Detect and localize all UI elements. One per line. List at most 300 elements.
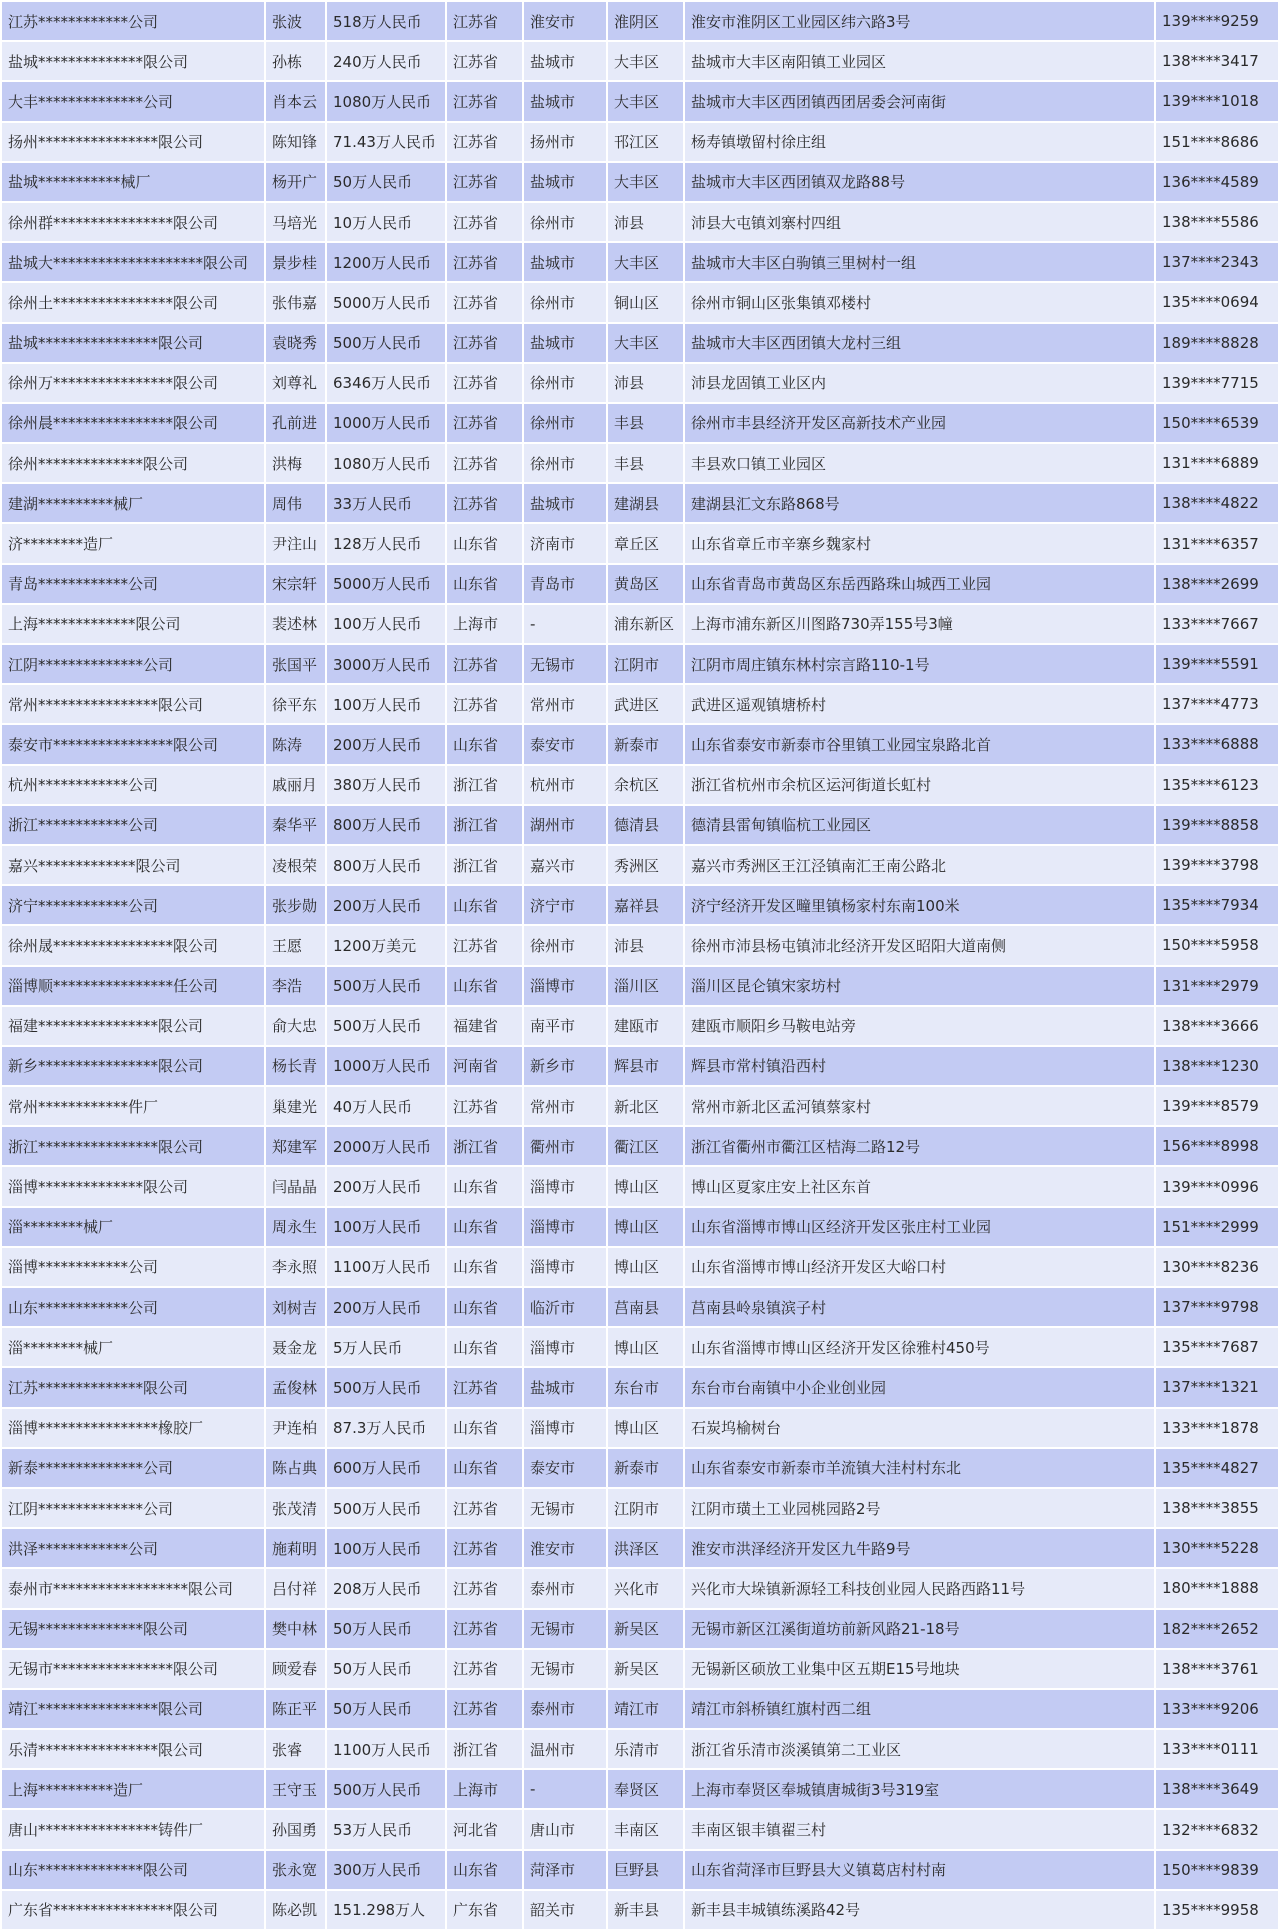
district-cell: 乐清市	[607, 1729, 684, 1769]
phone-cell: 137****4773	[1155, 684, 1279, 724]
contact-name-cell: 秦华平	[265, 805, 326, 845]
district-cell: 大丰区	[607, 242, 684, 282]
city-cell: 盐城市	[523, 1367, 607, 1407]
district-cell: 博山区	[607, 1408, 684, 1448]
table-row	[1, 925, 1279, 965]
contact-name-cell: 陈知锋	[265, 122, 326, 162]
district-cell: 德清县	[607, 805, 684, 845]
address-cell: 浙江省杭州市余杭区运河街道长虹村	[684, 765, 1155, 805]
phone-cell: 135****4827	[1155, 1448, 1279, 1488]
company-name-cell: 上海**********造厂	[1, 1769, 265, 1809]
address-cell: 山东省泰安市新泰市谷里镇工业园宝泉路北首	[684, 724, 1155, 764]
city-cell: 无锡市	[523, 1609, 607, 1649]
address-cell: 盐城市大丰区南阳镇工业园区	[684, 41, 1155, 81]
phone-cell: 139****8858	[1155, 805, 1279, 845]
address-cell: 上海市浦东新区川图路730弄155号3幢	[684, 604, 1155, 644]
province-cell: 山东省	[446, 1408, 523, 1448]
table-row	[1, 81, 1279, 121]
company-name-cell: 新乡****************限公司	[1, 1046, 265, 1086]
province-cell: 浙江省	[446, 805, 523, 845]
district-cell: 江阴市	[607, 1488, 684, 1528]
registered-capital-cell: 200万人民币	[326, 1166, 446, 1206]
registered-capital-cell: 200万人民币	[326, 885, 446, 925]
city-cell: 淄博市	[523, 1207, 607, 1247]
registered-capital-cell: 100万人民币	[326, 1207, 446, 1247]
city-cell: 泰州市	[523, 1568, 607, 1608]
table-row	[1, 1166, 1279, 1206]
district-cell: 淄川区	[607, 966, 684, 1006]
company-name-cell: 江苏**************限公司	[1, 1367, 265, 1407]
province-cell: 山东省	[446, 523, 523, 563]
phone-cell: 150****5958	[1155, 925, 1279, 965]
district-cell: 巨野县	[607, 1850, 684, 1890]
city-cell: 扬州市	[523, 122, 607, 162]
city-cell: 淄博市	[523, 1247, 607, 1287]
district-cell: 嘉祥县	[607, 885, 684, 925]
phone-cell: 150****6539	[1155, 403, 1279, 443]
contact-name-cell: 景步桂	[265, 242, 326, 282]
registered-capital-cell: 50万人民币	[326, 1649, 446, 1689]
contact-name-cell: 陈占典	[265, 1448, 326, 1488]
contact-name-cell: 陈必凯	[265, 1890, 326, 1930]
address-cell: 常州市新北区孟河镇蔡家村	[684, 1086, 1155, 1126]
phone-cell: 131****2979	[1155, 966, 1279, 1006]
city-cell: 新乡市	[523, 1046, 607, 1086]
district-cell: 新泰市	[607, 1448, 684, 1488]
company-name-cell: 淄博************公司	[1, 1247, 265, 1287]
district-cell: 沛县	[607, 202, 684, 242]
company-name-cell: 靖江****************限公司	[1, 1689, 265, 1729]
contact-name-cell: 杨开广	[265, 162, 326, 202]
city-cell: 淄博市	[523, 1166, 607, 1206]
table-row	[1, 363, 1279, 403]
company-name-cell: 杭州************公司	[1, 765, 265, 805]
address-cell: 浙江省乐清市淡溪镇第二工业区	[684, 1729, 1155, 1769]
registered-capital-cell: 200万人民币	[326, 1287, 446, 1327]
phone-cell: 133****6888	[1155, 724, 1279, 764]
district-cell: 博山区	[607, 1247, 684, 1287]
registered-capital-cell: 10万人民币	[326, 202, 446, 242]
table-row	[1, 1769, 1279, 1809]
province-cell: 上海市	[446, 1769, 523, 1809]
district-cell: 沛县	[607, 363, 684, 403]
district-cell: 洪泽区	[607, 1528, 684, 1568]
city-cell: 淮安市	[523, 1, 607, 41]
contact-name-cell: 戚丽月	[265, 765, 326, 805]
address-cell: 沛县大屯镇刘寨村四组	[684, 202, 1155, 242]
city-cell: 济南市	[523, 523, 607, 563]
contact-name-cell: 周伟	[265, 483, 326, 523]
contact-name-cell: 孙国勇	[265, 1809, 326, 1849]
district-cell: 丰县	[607, 403, 684, 443]
district-cell: 江阴市	[607, 644, 684, 684]
city-cell: 嘉兴市	[523, 845, 607, 885]
district-cell: 黄岛区	[607, 564, 684, 604]
company-name-cell: 江苏************公司	[1, 1, 265, 41]
table-row	[1, 1126, 1279, 1166]
contact-name-cell: 孔前进	[265, 403, 326, 443]
table-row	[1, 1809, 1279, 1849]
registered-capital-cell: 500万人民币	[326, 323, 446, 363]
district-cell: 博山区	[607, 1166, 684, 1206]
company-name-cell: 山东************公司	[1, 1287, 265, 1327]
province-cell: 江苏省	[446, 242, 523, 282]
contact-name-cell: 陈正平	[265, 1689, 326, 1729]
company-name-cell: 乐清****************限公司	[1, 1729, 265, 1769]
contact-name-cell: 张步勋	[265, 885, 326, 925]
province-cell: 山东省	[446, 564, 523, 604]
contact-name-cell: 张永宽	[265, 1850, 326, 1890]
table-row	[1, 1568, 1279, 1608]
contact-name-cell: 张国平	[265, 644, 326, 684]
phone-cell: 138****1230	[1155, 1046, 1279, 1086]
phone-cell: 137****9798	[1155, 1287, 1279, 1327]
address-cell: 德清县雷甸镇临杭工业园区	[684, 805, 1155, 845]
district-cell: 浦东新区	[607, 604, 684, 644]
address-cell: 丰县欢口镇工业园区	[684, 443, 1155, 483]
registered-capital-cell: 1080万人民币	[326, 443, 446, 483]
district-cell: 丰县	[607, 443, 684, 483]
table-row	[1, 1448, 1279, 1488]
province-cell: 山东省	[446, 885, 523, 925]
province-cell: 江苏省	[446, 1689, 523, 1729]
registered-capital-cell: 208万人民币	[326, 1568, 446, 1608]
address-cell: 无锡市新区江溪街道坊前新风路21-18号	[684, 1609, 1155, 1649]
address-cell: 新丰县丰城镇练溪路42号	[684, 1890, 1155, 1930]
province-cell: 江苏省	[446, 323, 523, 363]
city-cell: 徐州市	[523, 925, 607, 965]
phone-cell: 136****4589	[1155, 162, 1279, 202]
phone-cell: 151****8686	[1155, 122, 1279, 162]
province-cell: 山东省	[446, 966, 523, 1006]
address-cell: 上海市奉贤区奉城镇唐城街3号319室	[684, 1769, 1155, 1809]
city-cell: 泰安市	[523, 724, 607, 764]
table-row	[1, 1729, 1279, 1769]
contact-name-cell: 张睿	[265, 1729, 326, 1769]
phone-cell: 137****2343	[1155, 242, 1279, 282]
province-cell: 山东省	[446, 1247, 523, 1287]
phone-cell: 135****7934	[1155, 885, 1279, 925]
province-cell: 江苏省	[446, 1649, 523, 1689]
province-cell: 江苏省	[446, 1086, 523, 1126]
company-name-cell: 常州****************限公司	[1, 684, 265, 724]
city-cell: 徐州市	[523, 403, 607, 443]
province-cell: 江苏省	[446, 443, 523, 483]
contact-name-cell: 吕付祥	[265, 1568, 326, 1608]
province-cell: 江苏省	[446, 1367, 523, 1407]
city-cell: 淄博市	[523, 1408, 607, 1448]
city-cell: 常州市	[523, 1086, 607, 1126]
district-cell: 邗江区	[607, 122, 684, 162]
table-row	[1, 805, 1279, 845]
phone-cell: 139****9259	[1155, 1, 1279, 41]
registered-capital-cell: 53万人民币	[326, 1809, 446, 1849]
address-cell: 山东省青岛市黄岛区东岳西路珠山城西工业园	[684, 564, 1155, 604]
table-row	[1, 443, 1279, 483]
province-cell: 广东省	[446, 1890, 523, 1930]
district-cell: 大丰区	[607, 41, 684, 81]
phone-cell: 135****9958	[1155, 1890, 1279, 1930]
province-cell: 河南省	[446, 1046, 523, 1086]
company-name-cell: 福建****************限公司	[1, 1006, 265, 1046]
table-row	[1, 724, 1279, 764]
company-name-cell: 扬州****************限公司	[1, 122, 265, 162]
province-cell: 浙江省	[446, 1126, 523, 1166]
contact-name-cell: 俞大忠	[265, 1006, 326, 1046]
registered-capital-cell: 5000万人民币	[326, 564, 446, 604]
table-row	[1, 1207, 1279, 1247]
province-cell: 江苏省	[446, 644, 523, 684]
district-cell: 奉贤区	[607, 1769, 684, 1809]
company-name-cell: 徐州群****************限公司	[1, 202, 265, 242]
address-cell: 淮安市淮阴区工业园区纬六路3号	[684, 1, 1155, 41]
district-cell: 新丰县	[607, 1890, 684, 1930]
table-row	[1, 202, 1279, 242]
address-cell: 浙江省衢州市衢江区桔海二路12号	[684, 1126, 1155, 1166]
table-row	[1, 242, 1279, 282]
district-cell: 大丰区	[607, 81, 684, 121]
address-cell: 石炭坞榆树台	[684, 1408, 1155, 1448]
contact-name-cell: 尹连柏	[265, 1408, 326, 1448]
contact-name-cell: 张伟嘉	[265, 282, 326, 322]
city-cell: 温州市	[523, 1729, 607, 1769]
company-name-cell: 徐州晟****************限公司	[1, 925, 265, 965]
district-cell: 章丘区	[607, 523, 684, 563]
city-cell: 济宁市	[523, 885, 607, 925]
district-cell: 沛县	[607, 925, 684, 965]
company-name-cell: 江阴**************公司	[1, 1488, 265, 1528]
city-cell: 盐城市	[523, 41, 607, 81]
address-cell: 沛县龙固镇工业区内	[684, 363, 1155, 403]
table-row	[1, 885, 1279, 925]
city-cell: 盐城市	[523, 81, 607, 121]
province-cell: 江苏省	[446, 363, 523, 403]
city-cell: 淮安市	[523, 1528, 607, 1568]
province-cell: 江苏省	[446, 1528, 523, 1568]
city-cell: 泰安市	[523, 1448, 607, 1488]
city-cell: 青岛市	[523, 564, 607, 604]
province-cell: 江苏省	[446, 403, 523, 443]
company-name-cell: 上海*************限公司	[1, 604, 265, 644]
contact-name-cell: 袁晓秀	[265, 323, 326, 363]
address-cell: 莒南县岭泉镇滨子村	[684, 1287, 1155, 1327]
province-cell: 江苏省	[446, 162, 523, 202]
phone-cell: 138****4822	[1155, 483, 1279, 523]
table-row	[1, 966, 1279, 1006]
address-cell: 建湖县汇文东路868号	[684, 483, 1155, 523]
company-name-cell: 建湖**********械厂	[1, 483, 265, 523]
province-cell: 上海市	[446, 604, 523, 644]
province-cell: 江苏省	[446, 684, 523, 724]
address-cell: 山东省菏泽市巨野县大义镇葛店村村南	[684, 1850, 1155, 1890]
address-cell: 靖江市斜桥镇红旗村西二组	[684, 1689, 1155, 1729]
contact-name-cell: 洪梅	[265, 443, 326, 483]
registered-capital-cell: 1080万人民币	[326, 81, 446, 121]
table-row	[1, 1247, 1279, 1287]
province-cell: 江苏省	[446, 1, 523, 41]
registered-capital-cell: 380万人民币	[326, 765, 446, 805]
phone-cell: 156****8998	[1155, 1126, 1279, 1166]
table-row	[1, 1086, 1279, 1126]
district-cell: 莒南县	[607, 1287, 684, 1327]
contact-name-cell: 刘树吉	[265, 1287, 326, 1327]
city-cell: 衢州市	[523, 1126, 607, 1166]
contact-name-cell: 李永照	[265, 1247, 326, 1287]
company-name-cell: 唐山****************铸件厂	[1, 1809, 265, 1849]
address-cell: 淮安市洪泽经济开发区九牛路9号	[684, 1528, 1155, 1568]
address-cell: 盐城市大丰区西团镇大龙村三组	[684, 323, 1155, 363]
address-cell: 淄川区昆仑镇宋家坊村	[684, 966, 1155, 1006]
city-cell: 唐山市	[523, 1809, 607, 1849]
address-cell: 徐州市铜山区张集镇邓楼村	[684, 282, 1155, 322]
registered-capital-cell: 500万人民币	[326, 1488, 446, 1528]
registered-capital-cell: 50万人民币	[326, 1689, 446, 1729]
district-cell: 新吴区	[607, 1649, 684, 1689]
registered-capital-cell: 1100万人民币	[326, 1729, 446, 1769]
company-name-cell: 常州************件厂	[1, 1086, 265, 1126]
registered-capital-cell: 3000万人民币	[326, 644, 446, 684]
company-name-cell: 盐城****************限公司	[1, 323, 265, 363]
phone-cell: 135****0694	[1155, 282, 1279, 322]
company-name-cell: 新泰**************公司	[1, 1448, 265, 1488]
table-row	[1, 483, 1279, 523]
table-row	[1, 1488, 1279, 1528]
table-row	[1, 1006, 1279, 1046]
province-cell: 山东省	[446, 1850, 523, 1890]
company-name-cell: 淄博**************限公司	[1, 1166, 265, 1206]
address-cell: 江阴市周庄镇东林村宗言路110-1号	[684, 644, 1155, 684]
table-row	[1, 684, 1279, 724]
company-name-cell: 无锡**************限公司	[1, 1609, 265, 1649]
contact-name-cell: 王守玉	[265, 1769, 326, 1809]
company-name-cell: 江阴**************公司	[1, 644, 265, 684]
phone-cell: 189****8828	[1155, 323, 1279, 363]
registered-capital-cell: 50万人民币	[326, 1609, 446, 1649]
registered-capital-cell: 40万人民币	[326, 1086, 446, 1126]
contact-name-cell: 尹注山	[265, 523, 326, 563]
registered-capital-cell: 800万人民币	[326, 805, 446, 845]
table-row	[1, 1, 1279, 41]
registered-capital-cell: 5000万人民币	[326, 282, 446, 322]
registered-capital-cell: 151.298万人	[326, 1890, 446, 1930]
address-cell: 山东省泰安市新泰市羊流镇大洼村村东北	[684, 1448, 1155, 1488]
district-cell: 建瓯市	[607, 1006, 684, 1046]
district-cell: 博山区	[607, 1327, 684, 1367]
table-row	[1, 162, 1279, 202]
registered-capital-cell: 100万人民币	[326, 604, 446, 644]
district-cell: 武进区	[607, 684, 684, 724]
address-cell: 兴化市大垛镇新源轻工科技创业园人民路西路11号	[684, 1568, 1155, 1608]
district-cell: 大丰区	[607, 323, 684, 363]
registered-capital-cell: 1000万人民币	[326, 1046, 446, 1086]
province-cell: 江苏省	[446, 1609, 523, 1649]
company-name-cell: 盐城***********械厂	[1, 162, 265, 202]
city-cell: -	[523, 604, 607, 644]
district-cell: 新北区	[607, 1086, 684, 1126]
phone-cell: 139****1018	[1155, 81, 1279, 121]
registered-capital-cell: 1200万美元	[326, 925, 446, 965]
contact-name-cell: 陈涛	[265, 724, 326, 764]
table-row	[1, 323, 1279, 363]
province-cell: 山东省	[446, 1207, 523, 1247]
phone-cell: 133****1878	[1155, 1408, 1279, 1448]
contact-name-cell: 张茂清	[265, 1488, 326, 1528]
company-name-cell: 洪泽************公司	[1, 1528, 265, 1568]
phone-cell: 138****5586	[1155, 202, 1279, 242]
registered-capital-cell: 240万人民币	[326, 41, 446, 81]
table-row	[1, 1689, 1279, 1729]
address-cell: 济宁经济开发区疃里镇杨家村东南100米	[684, 885, 1155, 925]
phone-cell: 139****5591	[1155, 644, 1279, 684]
city-cell: 淄博市	[523, 966, 607, 1006]
company-name-cell: 青岛************公司	[1, 564, 265, 604]
phone-cell: 138****3417	[1155, 41, 1279, 81]
table-row	[1, 1287, 1279, 1327]
registered-capital-cell: 500万人民币	[326, 1769, 446, 1809]
address-cell: 江阴市璜土工业园桃园路2号	[684, 1488, 1155, 1528]
city-cell: 盐城市	[523, 242, 607, 282]
phone-cell: 131****6889	[1155, 443, 1279, 483]
address-cell: 山东省章丘市辛寨乡魏家村	[684, 523, 1155, 563]
table-row	[1, 523, 1279, 563]
city-cell: 菏泽市	[523, 1850, 607, 1890]
address-cell: 盐城市大丰区西团镇西团居委会河南街	[684, 81, 1155, 121]
province-cell: 江苏省	[446, 483, 523, 523]
phone-cell: 135****6123	[1155, 765, 1279, 805]
district-cell: 新泰市	[607, 724, 684, 764]
province-cell: 山东省	[446, 1287, 523, 1327]
address-cell: 徐州市丰县经济开发区高新技术产业园	[684, 403, 1155, 443]
province-cell: 浙江省	[446, 765, 523, 805]
address-cell: 山东省淄博市博山区经济开发区张庄村工业园	[684, 1207, 1155, 1247]
address-cell: 山东省淄博市博山经济开发区大峪口村	[684, 1247, 1155, 1287]
district-cell: 靖江市	[607, 1689, 684, 1729]
phone-cell: 151****2999	[1155, 1207, 1279, 1247]
phone-cell: 180****1888	[1155, 1568, 1279, 1608]
company-name-cell: 盐城**************限公司	[1, 41, 265, 81]
registered-capital-cell: 128万人民币	[326, 523, 446, 563]
phone-cell: 138****2699	[1155, 564, 1279, 604]
registered-capital-cell: 33万人民币	[326, 483, 446, 523]
table-row	[1, 1528, 1279, 1568]
city-cell: 盐城市	[523, 323, 607, 363]
company-name-cell: 无锡市****************限公司	[1, 1649, 265, 1689]
phone-cell: 137****1321	[1155, 1367, 1279, 1407]
company-name-cell: 浙江****************限公司	[1, 1126, 265, 1166]
phone-cell: 133****9206	[1155, 1689, 1279, 1729]
phone-cell: 150****9839	[1155, 1850, 1279, 1890]
district-cell: 新吴区	[607, 1609, 684, 1649]
table-row	[1, 1367, 1279, 1407]
city-cell: 南平市	[523, 1006, 607, 1046]
contact-name-cell: 郑建军	[265, 1126, 326, 1166]
district-cell: 余杭区	[607, 765, 684, 805]
city-cell: 无锡市	[523, 1649, 607, 1689]
province-cell: 江苏省	[446, 1568, 523, 1608]
company-name-cell: 泰安市****************限公司	[1, 724, 265, 764]
province-cell: 江苏省	[446, 1488, 523, 1528]
contact-name-cell: 巢建光	[265, 1086, 326, 1126]
company-name-cell: 嘉兴*************限公司	[1, 845, 265, 885]
table-row	[1, 564, 1279, 604]
registered-capital-cell: 1000万人民币	[326, 403, 446, 443]
registered-capital-cell: 100万人民币	[326, 684, 446, 724]
table-row	[1, 122, 1279, 162]
phone-cell: 182****2652	[1155, 1609, 1279, 1649]
province-cell: 江苏省	[446, 81, 523, 121]
registered-capital-cell: 100万人民币	[326, 1528, 446, 1568]
province-cell: 江苏省	[446, 122, 523, 162]
